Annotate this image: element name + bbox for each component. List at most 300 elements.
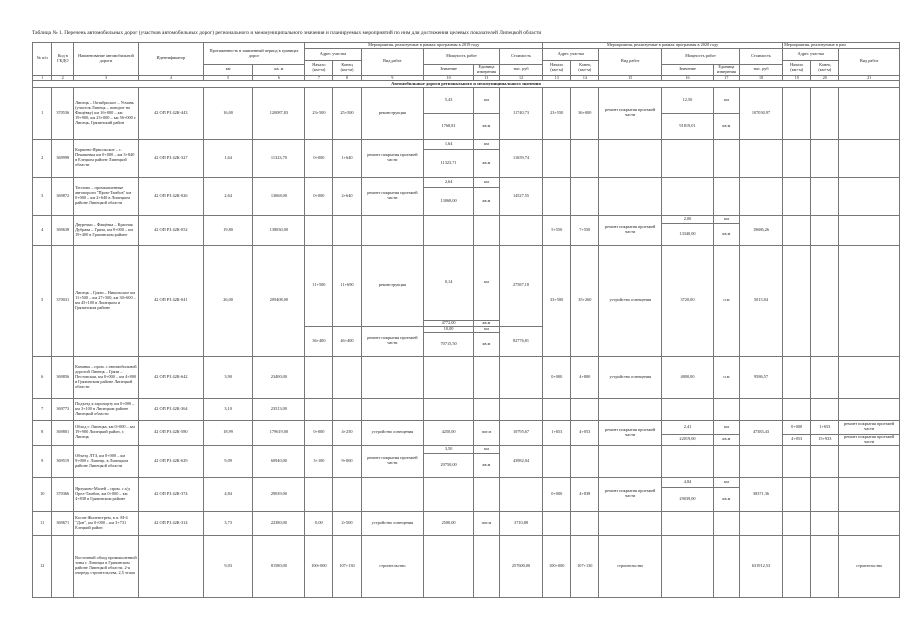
start-2019: 3+100 [305, 445, 333, 477]
empty-cell [739, 398, 782, 420]
header-cell: Мощность работ [662, 49, 740, 65]
road-ident [138, 535, 203, 597]
header-cell: Мощность работ [424, 49, 500, 65]
work-2021: ремонт покрытия проезжей части [839, 434, 900, 445]
empty-cell [305, 356, 333, 398]
section-title: Автомобильные дороги регионального и межмуниципального значения [33, 81, 900, 87]
work-2021: ремонт покрытия проезжей части [839, 420, 900, 434]
empty-cell [333, 398, 361, 420]
empty-cell [739, 177, 782, 215]
row-code: 369519 [52, 445, 74, 477]
empty-cell [424, 356, 474, 398]
empty-cell [662, 398, 714, 420]
empty-cell [543, 511, 571, 535]
table-row [33, 398, 900, 420]
cost-2020: 19686,26 [739, 215, 782, 245]
area-kvm: 22380,00 [253, 511, 305, 535]
road-ident: 42 ОП РЗ 42К-443 [138, 87, 203, 139]
empty-cell [424, 535, 474, 597]
road-name: Объезд ЛТЗ, км 0+000 – км 9+000 г. Липецк, в Липецком районе Липецкой области [74, 445, 139, 477]
unit-2019: кв.м [473, 149, 499, 177]
end-2019: 11+690 [333, 245, 361, 326]
empty-cell [473, 356, 499, 398]
cost-2019: 14527,55 [499, 177, 542, 215]
empty-cell [571, 445, 599, 477]
column-number: 3 [74, 75, 139, 81]
table-row [33, 87, 900, 113]
empty-cell [571, 511, 599, 535]
header-cell: Стоимость [499, 49, 542, 65]
row-number: 9 [33, 445, 52, 477]
column-number: 8 [333, 75, 361, 81]
empty-cell [811, 356, 839, 398]
empty-cell [662, 535, 714, 597]
capacity-2019: 10,00 [424, 326, 474, 332]
empty-cell [662, 139, 714, 177]
empty-cell [713, 139, 739, 177]
column-number: 21 [839, 75, 900, 81]
row-number: 6 [33, 356, 52, 398]
cost-2019: 3710,88 [499, 511, 542, 535]
area-kvm: 138830,00 [253, 215, 305, 245]
empty-cell [783, 215, 811, 245]
header-group-2021: Мероприятия, реализуемые в рам [783, 43, 900, 49]
capacity-2019: 1768,81 [424, 113, 474, 139]
road-ident: 42 ОП РЗ 42К-314 [138, 511, 203, 535]
capacity-2020: 2,00 [662, 215, 714, 223]
column-number: 9 [361, 75, 424, 81]
capacity-2019: 0,14 [424, 245, 474, 320]
empty-cell [811, 445, 839, 477]
area-kvm: 209408,00 [253, 245, 305, 356]
cost-2019: 27587,18 [499, 245, 542, 326]
row-number: 1 [33, 87, 52, 139]
end-2020: 36+000 [571, 87, 599, 139]
unit-2020: кв.м [713, 223, 739, 245]
header-cell: Вид работ [599, 49, 662, 76]
start-2020: 100+000 [543, 535, 571, 597]
length-km: 2,64 [203, 177, 253, 215]
row-code: 369773 [52, 398, 74, 420]
end-2019: 4+250 [333, 420, 361, 445]
end-2020: 35+260 [571, 245, 599, 356]
row-code: 369671 [52, 511, 74, 535]
cost-2019: 257600,00 [499, 535, 542, 597]
empty-cell [543, 445, 571, 477]
empty-cell [305, 477, 333, 511]
end-2019: 1+640 [333, 139, 361, 177]
empty-cell [543, 177, 571, 215]
road-ident: 42 ОП РЗ 42К-629 [138, 445, 203, 477]
empty-cell [662, 177, 714, 215]
work-2019: устройство освещения [361, 420, 424, 445]
empty-cell [783, 356, 811, 398]
row-code: 369998 [52, 139, 74, 177]
road-name: Ярлуково-Малей – пром. с а/д Орел-Тамбов, км 0+000 – км 4+838 в Грязинском районе [74, 477, 139, 511]
work-2019: реконструкция [361, 87, 424, 139]
empty-cell [473, 535, 499, 597]
start-2020: 33+500 [543, 245, 571, 356]
end-2020: 107+130 [571, 535, 599, 597]
row-code: 369872 [52, 177, 74, 215]
empty-cell [713, 535, 739, 597]
length-km: 3,73 [203, 511, 253, 535]
road-name: Теплово – промышленные автопороги "Пром-Тамбов" км 0+000 – км 2+640 в Липецком районе Липецкой области [74, 177, 139, 215]
empty-cell [839, 477, 900, 511]
start-2021: 0+000 [783, 420, 811, 434]
empty-cell [543, 139, 571, 177]
road-ident: 42 ОП РЗ 42К-327 [138, 139, 203, 177]
header-cell: Адрес участка [783, 49, 839, 61]
empty-cell [783, 245, 811, 356]
length-km: 3,90 [203, 356, 253, 398]
row-number: 11 [33, 511, 52, 535]
header-cell: кв. м [253, 65, 305, 76]
road-name: Восточный обход промышленной зоны г. Липецка в Грязинском районе Липецкой области, 2-я очередь строительства, 2,5 этапа [74, 535, 139, 597]
road-ident: 42 ОП РЗ 42К-364 [138, 398, 203, 420]
header-cell: Конец (км+м) [571, 61, 599, 76]
empty-cell [739, 139, 782, 177]
empty-cell [333, 356, 361, 398]
unit-2020: п.м [713, 356, 739, 398]
empty-cell [739, 511, 782, 535]
column-number: 19 [783, 75, 811, 81]
empty-cell [839, 356, 900, 398]
unit-2020: км [713, 420, 739, 434]
header-cell: Адрес участка [543, 49, 599, 61]
length-km: 16,00 [203, 87, 253, 139]
area-kvm: 23513,00 [253, 398, 305, 420]
length-km: 9,09 [203, 445, 253, 477]
road-name: Подъезд к аэропорту км 0+000 – км 3+100 в Липецком районе Липецкой области [74, 398, 139, 420]
header-cell: Вид работ [839, 49, 900, 76]
empty-cell [361, 215, 424, 245]
end-2019: 2+500 [333, 511, 361, 535]
start-2019: 11+500 [305, 245, 333, 326]
empty-cell [599, 177, 662, 215]
column-number: 4 [138, 75, 203, 81]
empty-cell [599, 398, 662, 420]
header-cell: Стоимость [739, 49, 782, 65]
empty-cell [499, 398, 542, 420]
table-row [33, 535, 900, 597]
road-name: Казинка – пром. с автомобильной дорогой Липецк – Грязи – Пестовская, км 0+000 – км 4+800 в Грязинском районе Липецкой области [74, 356, 139, 398]
empty-cell [811, 215, 839, 245]
unit-2019: км [473, 326, 499, 332]
cost-2020: 631912,53 [739, 535, 782, 597]
unit-2019: пог.м [473, 420, 499, 445]
road-name: Косов-Жиленстрем, в п. М-4 "Дон", км 0+000 – км 3+731 Елецкий район [74, 511, 139, 535]
empty-cell [599, 511, 662, 535]
start-2021 [783, 87, 811, 139]
empty-cell [305, 215, 333, 245]
start-2019: 100+000 [305, 535, 333, 597]
empty-cell [839, 139, 900, 177]
cost-2020: 107030,97 [739, 87, 782, 139]
capacity-2020: 91819,01 [662, 113, 714, 139]
area-kvm: 81580,00 [253, 535, 305, 597]
area-kvm: 179619,00 [253, 420, 305, 445]
cost-2019: 10795,67 [499, 420, 542, 445]
empty-cell [783, 477, 811, 511]
road-name: Липецк – Октябрьское – Усмань (участок Липецк – поворот на Фащёвку) км 16+000 – км 19+900, км 23+000 – км 56+000 г. Липецк, Грязинский район [74, 87, 139, 139]
header-cell: Адрес участка [305, 49, 361, 61]
header-cell: Наименование автомобильной дороги [74, 43, 139, 76]
end-2021 [811, 87, 839, 139]
empty-cell [811, 535, 839, 597]
empty-cell [839, 445, 900, 477]
row-code: 369801 [52, 420, 74, 445]
empty-cell [811, 511, 839, 535]
table-row [33, 356, 900, 398]
capacity-2020: 22019,00 [662, 434, 714, 445]
unit-2020: км [713, 87, 739, 113]
work-2019: ремонт покрытия проезжей части [361, 326, 424, 356]
column-number: 12 [499, 75, 542, 81]
empty-cell [662, 511, 714, 535]
capacity-2020: 3720,00 [662, 245, 714, 356]
work-2021: строительство [839, 535, 900, 597]
empty-cell [305, 398, 333, 420]
unit-2020: км [713, 477, 739, 487]
capacity-2019: 3,50 [424, 445, 474, 453]
road-ident: 42 ОП РЗ 42К-041 [138, 245, 203, 356]
column-number: 6 [253, 75, 305, 81]
cost-2020: 38371,36 [739, 477, 782, 511]
header-cell: км [203, 65, 253, 76]
work-2019: строительство [361, 535, 424, 597]
empty-cell [811, 477, 839, 511]
row-number: 10 [33, 477, 52, 511]
unit-2019: км [473, 139, 499, 149]
area-kvm: 11323,70 [253, 139, 305, 177]
empty-cell [473, 215, 499, 245]
empty-cell [839, 177, 900, 215]
end-2019: 2+640 [333, 177, 361, 215]
header-cell: тыс. руб [499, 65, 542, 76]
table-row [33, 177, 900, 187]
start-2019: 0+000 [305, 420, 333, 445]
empty-cell [713, 177, 739, 215]
row-code: 370536 [52, 87, 74, 139]
unit-2020: кв.м [713, 434, 739, 445]
road-ident: 42 ОП РЗ 42К-642 [138, 356, 203, 398]
start-2019: 0+000 [305, 177, 333, 215]
road-ident: 42 ОП РЗ 42К-580 [138, 420, 203, 445]
work-2019: ремонт покрытия проезжей части [361, 139, 424, 177]
header-cell: Вид работ [361, 49, 424, 76]
table-row [33, 215, 900, 223]
end-2019: 107+130 [333, 535, 361, 597]
row-number: 4 [33, 215, 52, 245]
start-2020: 0+000 [543, 356, 571, 398]
header-cell: Значение [662, 65, 714, 76]
start-2020: 23+550 [543, 87, 571, 139]
header-cell: Конец (км+м) [333, 61, 361, 76]
end-2019: 9+000 [333, 445, 361, 477]
table-row [33, 477, 900, 487]
row-code: 369638 [52, 215, 74, 245]
cost-2019: 43982,04 [499, 445, 542, 477]
table-row [33, 511, 900, 535]
work-2019: ремонт покрытия проезжей части [361, 445, 424, 477]
unit-2019: кв.м [473, 453, 499, 477]
cost-2019: 11659,74 [499, 139, 542, 177]
unit-2019: кв.м [473, 332, 499, 356]
work-2020: устройство освещения [599, 245, 662, 356]
empty-cell [839, 398, 900, 420]
column-number: 5 [203, 75, 253, 81]
capacity-2020: 2,41 [662, 420, 714, 434]
empty-cell [571, 177, 599, 215]
work-2019: реконструкция [361, 245, 424, 326]
start-2019: 0+000 [305, 139, 333, 177]
length-km: 3,10 [203, 398, 253, 420]
road-name: Коршево-Ярмольское – с. Пекашевка км 0+000 – км 3+840 в Елецком районе Липецкой области [74, 139, 139, 177]
empty-cell [424, 477, 474, 511]
unit-2019: км [473, 245, 499, 320]
start-2021: 4+053 [783, 434, 811, 445]
capacity-2019: 5,43 [424, 87, 474, 113]
column-number: 20 [811, 75, 839, 81]
header-cell: тыс. руб [739, 65, 782, 76]
row-code: 370366 [52, 477, 74, 511]
empty-cell [599, 445, 662, 477]
work-2020: строительство [599, 535, 662, 597]
header-cell: Значение [424, 65, 474, 76]
empty-cell [424, 398, 474, 420]
capacity-2019: 2500,00 [424, 511, 474, 535]
table-row [33, 445, 900, 453]
empty-cell [333, 477, 361, 511]
unit-2020: п.м [713, 245, 739, 356]
start-2019: 36+400 [305, 326, 333, 356]
end-2019: 46+400 [333, 326, 361, 356]
work-2020: ремонт покрытия проезжей части [599, 477, 662, 511]
start-2019: 23+500 [305, 87, 333, 139]
length-km: 4,84 [203, 477, 253, 511]
road-works-table [32, 42, 900, 598]
start-2020: 0+000 [543, 477, 571, 511]
column-number: 1 [33, 75, 52, 81]
header-cell: Код в ГКДО [52, 43, 74, 76]
unit-2019: км [473, 177, 499, 187]
capacity-2019: 11323,71 [424, 149, 474, 177]
empty-cell [361, 356, 424, 398]
capacity-2020: 29039,00 [662, 487, 714, 511]
unit-2019: кв.м [473, 320, 499, 326]
end-2021: 1+653 [811, 420, 839, 434]
header-cell: Единица измерения [473, 65, 499, 76]
empty-cell [473, 398, 499, 420]
work-2020: ремонт покрытия проезжей части [599, 87, 662, 139]
capacity-2020: 4,84 [662, 477, 714, 487]
end-2020: 4+053 [571, 420, 599, 445]
row-number: 7 [33, 398, 52, 420]
empty-cell [713, 445, 739, 477]
header-cell: Идентификатор [138, 43, 203, 76]
row-number: 5 [33, 245, 52, 356]
column-number: 16 [662, 75, 714, 81]
length-km: 19,80 [203, 215, 253, 245]
header-cell: Конец (км+м) [811, 61, 839, 76]
empty-cell [811, 398, 839, 420]
road-ident: 42 ОП РЗ 42К-052 [138, 215, 203, 245]
area-kvm: 60940,00 [253, 445, 305, 477]
empty-cell [783, 177, 811, 215]
capacity-2019: 4250,00 [424, 420, 474, 445]
empty-cell [811, 139, 839, 177]
empty-cell [333, 215, 361, 245]
empty-cell [783, 139, 811, 177]
row-number: 8 [33, 420, 52, 445]
column-number: 7 [305, 75, 333, 81]
capacity-2019: 13068,00 [424, 187, 474, 215]
area-kvm: 13068,00 [253, 177, 305, 215]
unit-2019: км [473, 87, 499, 113]
header-cell: Начало (км+м) [543, 61, 571, 76]
cost-2020: 9586,57 [739, 356, 782, 398]
capacity-2020: 4800,00 [662, 356, 714, 398]
empty-cell [839, 511, 900, 535]
end-2020: 4+800 [571, 356, 599, 398]
row-code [52, 535, 74, 597]
cost-2019: 11740,73 [499, 87, 542, 139]
column-number: 18 [739, 75, 782, 81]
column-number: 10 [424, 75, 474, 81]
cost-2019: 82776,81 [499, 326, 542, 356]
row-number: 3 [33, 177, 52, 215]
column-number: 15 [599, 75, 662, 81]
work-2021 [839, 87, 900, 139]
empty-cell [811, 245, 839, 356]
empty-cell [839, 215, 900, 245]
row-code: 369856 [52, 356, 74, 398]
empty-cell [713, 398, 739, 420]
table-row [33, 420, 900, 434]
empty-cell [473, 477, 499, 511]
cost-2020: 47383,43 [739, 420, 782, 445]
empty-cell [499, 477, 542, 511]
road-name: Обход г. Липецка, км 0+000 – км 19+900 Липецкий район, г. Липецк [74, 420, 139, 445]
area-kvm: 120087,83 [253, 87, 305, 139]
empty-cell [839, 245, 900, 356]
empty-cell [783, 445, 811, 477]
area-kvm: 23400,00 [253, 356, 305, 398]
column-number: 2 [52, 75, 74, 81]
start-2020: 5+550 [543, 215, 571, 245]
road-ident: 42 ОП РЗ 42К-026 [138, 177, 203, 215]
end-2020: 7+550 [571, 215, 599, 245]
unit-2019: кв.м [473, 187, 499, 215]
capacity-2019: 29750,00 [424, 453, 474, 477]
column-number: 11 [473, 75, 499, 81]
column-number: 14 [571, 75, 599, 81]
empty-cell [361, 477, 424, 511]
header-cell: № п/п [33, 43, 52, 76]
unit-2019: кв.м [473, 113, 499, 139]
header-cell: Начало (км+м) [305, 61, 333, 76]
end-2019: 25+500 [333, 87, 361, 139]
length-km: 18,99 [203, 420, 253, 445]
row-number: 2 [33, 139, 52, 177]
unit-2019: пог.м [473, 511, 499, 535]
capacity-2020: 13340,00 [662, 223, 714, 245]
length-km: 9,03 [203, 535, 253, 597]
end-2021: 15+933 [811, 434, 839, 445]
empty-cell [713, 511, 739, 535]
header-cell: Начало (км+м) [783, 61, 811, 76]
